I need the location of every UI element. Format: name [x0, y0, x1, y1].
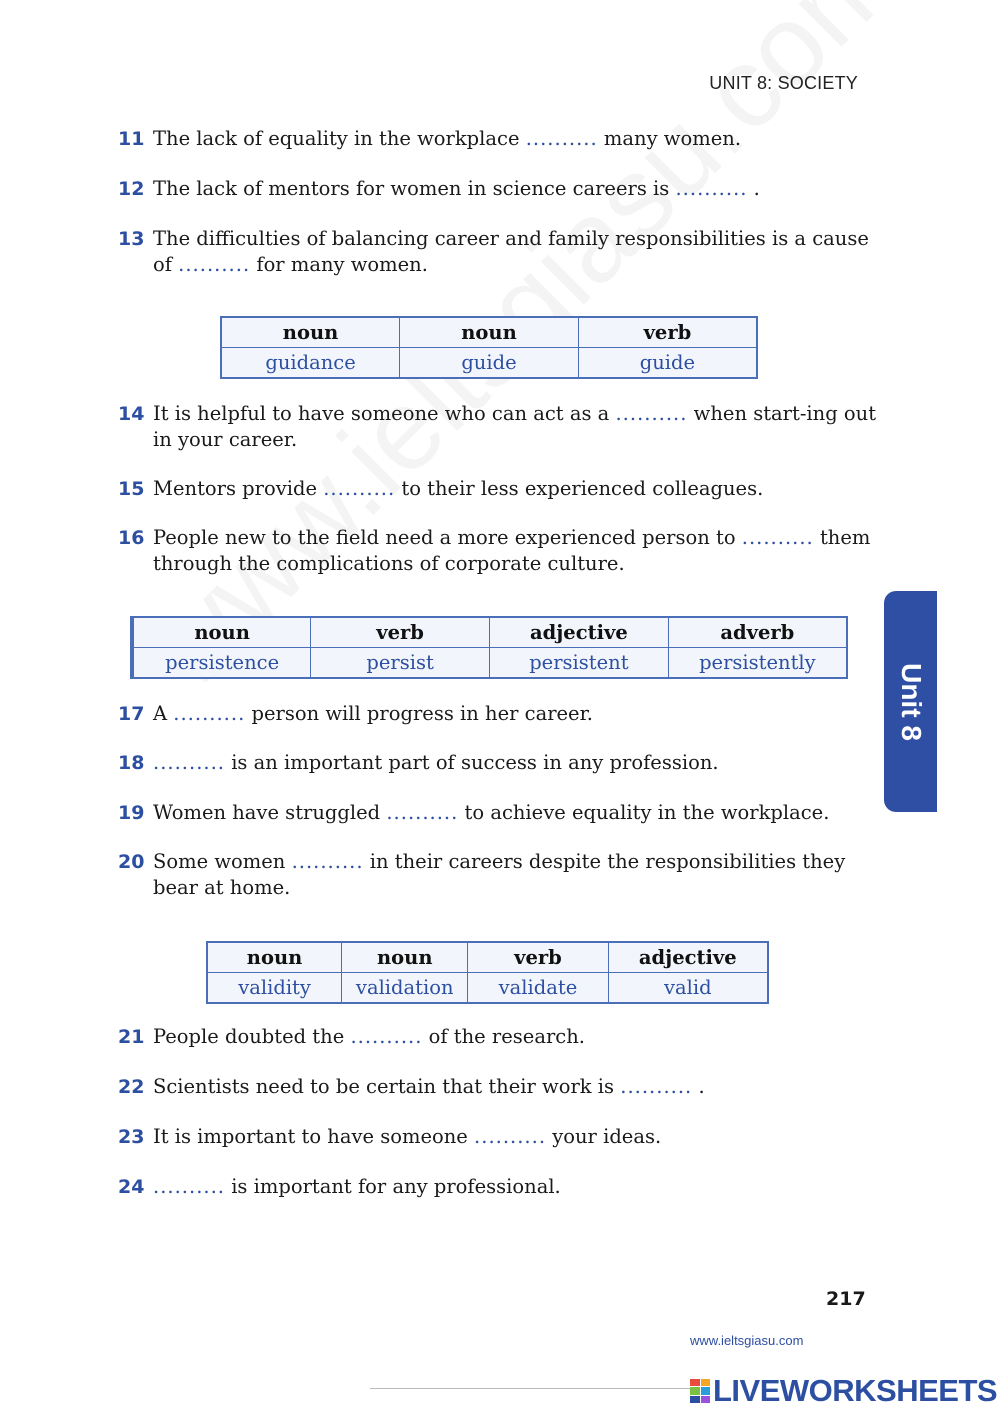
table-header-cell: verb — [311, 617, 490, 648]
question-number: 13 — [118, 228, 145, 250]
footer-divider — [370, 1388, 690, 1389]
table-header-cell: noun — [207, 942, 342, 973]
answer-blank[interactable]: .......... — [291, 850, 364, 873]
question-number: 21 — [118, 1026, 145, 1048]
answer-blank[interactable]: .......... — [474, 1125, 547, 1148]
answer-blank[interactable]: .......... — [675, 177, 748, 200]
table-value-cell: guide — [578, 348, 757, 379]
question-number: 22 — [118, 1076, 145, 1098]
question-12: 12 The lack of mentors for women in science careers is .......... . — [118, 177, 760, 200]
answer-blank[interactable]: .......... — [350, 1025, 423, 1048]
question-13: 13 The difficulties of balancing career and family responsibilities is a cause of .......... for many women. — [118, 227, 869, 276]
table-value-cell: guidance — [221, 348, 400, 379]
table-value-cell: guide — [400, 348, 579, 379]
table-value-cell: valid — [608, 973, 768, 1004]
table-value-cell: persistence — [132, 648, 311, 679]
question-15: 15 Mentors provide .......... to their less experienced colleagues. — [118, 477, 764, 500]
question-21: 21 People doubted the .......... of the research. — [118, 1025, 585, 1048]
table-header-cell: noun — [400, 317, 579, 348]
liveworksheets-logo[interactable] — [690, 1373, 997, 1409]
website-link[interactable]: www.ieltsgiasu.com — [690, 1333, 804, 1348]
word-form-table-1 — [220, 316, 758, 379]
question-number: 12 — [118, 178, 145, 200]
question-number: 24 — [118, 1176, 145, 1198]
page-number: 217 — [826, 1288, 866, 1310]
question-number: 18 — [118, 752, 145, 774]
question-number: 11 — [118, 128, 145, 150]
liveworksheets-grid-icon — [690, 1379, 710, 1403]
answer-blank[interactable]: .......... — [323, 477, 396, 500]
question-20: 20 Some women .......... in their careers despite the responsibilities they bear at home. — [118, 850, 846, 899]
question-number: 23 — [118, 1126, 145, 1148]
unit-tab-label: Unit 8 — [895, 662, 927, 741]
question-14: 14 It is helpful to have someone who can act as a .......... when start-ing out in your career. — [118, 402, 877, 451]
question-number: 15 — [118, 478, 145, 500]
table-value-cell: validity — [207, 973, 342, 1004]
question-23: 23 It is important to have someone .......... your ideas. — [118, 1125, 662, 1148]
word-form-table-3 — [206, 941, 769, 1004]
answer-blank[interactable]: .......... — [386, 801, 459, 824]
table-header-cell: noun — [132, 617, 311, 648]
table-value-cell: validate — [468, 973, 608, 1004]
question-number: 19 — [118, 802, 145, 824]
unit-header: UNIT 8: SOCIETY — [709, 73, 858, 93]
question-18: 18 .......... is an important part of success in any profession. — [118, 751, 719, 774]
table-value-cell: persist — [311, 648, 490, 679]
answer-blank[interactable]: .......... — [178, 253, 251, 276]
answer-blank[interactable]: .......... — [153, 751, 225, 774]
answer-blank[interactable]: .......... — [615, 402, 688, 425]
answer-blank[interactable]: .......... — [153, 1175, 225, 1198]
table-header-cell: adjective — [608, 942, 768, 973]
answer-blank[interactable]: .......... — [525, 127, 598, 150]
question-number: 14 — [118, 403, 145, 425]
question-11: 11 The lack of equality in the workplace .......... many women. — [118, 127, 742, 150]
question-17: 17 A .......... person will progress in her career. — [118, 702, 593, 725]
table-value-cell: persistently — [668, 648, 847, 679]
question-22: 22 Scientists need to be certain that their work is .......... . — [118, 1075, 705, 1098]
table-header-cell: verb — [468, 942, 608, 973]
table-header-cell: noun — [342, 942, 468, 973]
liveworksheets-brand: LIVEWORKSHEETS — [713, 1373, 998, 1408]
question-number: 16 — [118, 527, 145, 549]
answer-blank[interactable]: .......... — [741, 526, 814, 549]
question-number: 17 — [118, 703, 145, 725]
question-24: 24 .......... is important for any professional. — [118, 1175, 561, 1198]
table-header-cell: noun — [221, 317, 400, 348]
question-number: 20 — [118, 851, 145, 873]
table-header-cell: verb — [578, 317, 757, 348]
question-16: 16 People new to the field need a more experienced person to .......... them through the complications of corporate culture. — [118, 526, 871, 575]
word-form-table-2 — [130, 616, 848, 679]
answer-blank[interactable]: .......... — [173, 702, 246, 725]
table-header-cell: adjective — [490, 617, 669, 648]
table-header-cell: adverb — [668, 617, 847, 648]
table-value-cell: validation — [342, 973, 468, 1004]
table-value-cell: persistent — [490, 648, 669, 679]
answer-blank[interactable]: .......... — [620, 1075, 693, 1098]
question-19: 19 Women have struggled .......... to achieve equality in the workplace. — [118, 801, 830, 824]
